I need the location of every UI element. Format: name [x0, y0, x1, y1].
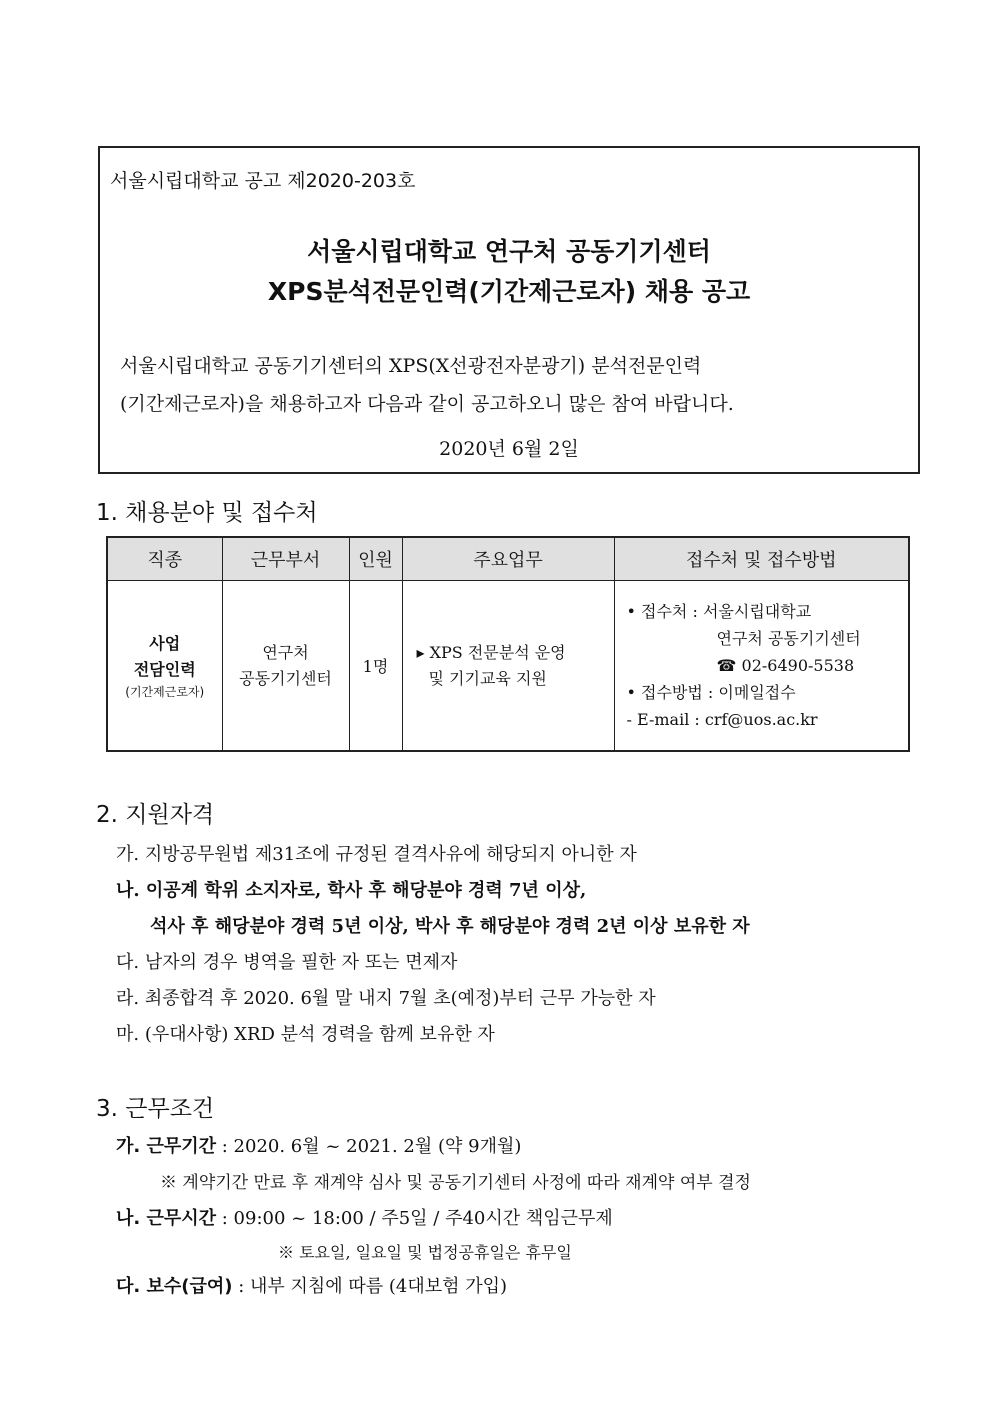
header-job: 직종 [107, 537, 222, 581]
header-dept: 근무부서 [222, 537, 349, 581]
table-header-row [107, 537, 909, 581]
work-hours [116, 1204, 613, 1230]
receipt-line1: • 접수처 : 서울시립대학교 [626, 602, 812, 621]
cell-duty [402, 581, 614, 752]
receipt-line2: 연구처 공동기기센터 [716, 629, 861, 648]
job-line1: 사업 [149, 633, 181, 653]
dept-line2: 공동기기센터 [239, 668, 332, 688]
intro-line1: 서울시립대학교 공동기기센터의 XPS(X선광전자분광기) 분석전문인력 [120, 355, 702, 377]
duty-line2: 및 기기교육 지원 [428, 668, 547, 688]
cell-dept [222, 581, 349, 752]
work-period-label: 가. 근무기간 [116, 1136, 217, 1157]
page-title-line1: 서울시립대학교 연구처 공동기기센터 [307, 237, 711, 266]
work-hours-label: 나. 근무시간 [116, 1208, 217, 1229]
work-period-note: ※ 계약기간 만료 후 재계약 심사 및 공동기기센터 사정에 따라 재계약 여부 결정 [160, 1173, 751, 1193]
recruitment-table [106, 536, 910, 752]
section3-heading: 3. 근무조건 [96, 1096, 215, 1122]
qualification-item-na: 나. 이공계 학위 소지자로, 학사 후 해당분야 경력 7년 이상, [116, 880, 587, 901]
section2-heading: 2. 지원자격 [96, 802, 215, 828]
qualification-item-na-cont: 석사 후 해당분야 경력 5년 이상, 박사 후 해당분야 경력 2년 이상 보유한 자 [150, 916, 750, 937]
qualification-item-da: 다. 남자의 경우 병역을 필한 자 또는 면제자 [116, 952, 458, 973]
page-title-line2: XPS분석전문인력(기간제근로자) 채용 공고 [267, 277, 751, 306]
pay-value: : 내부 지침에 따름 (4대보험 가입) [232, 1276, 508, 1297]
job-line2: 전담인력 [133, 659, 196, 679]
cell-receipt [614, 581, 909, 752]
work-hours-note: ※ 토요일, 일요일 및 법정공휴일은 휴무일 [278, 1243, 572, 1262]
cell-job [107, 581, 222, 752]
work-hours-value: : 09:00 ~ 18:00 / 주5일 / 주40시간 책임근무제 [216, 1208, 613, 1229]
receipt-phone: ☎ 02-6490-5538 [716, 656, 855, 675]
notice-box [98, 146, 920, 474]
pay-label: 다. 보수(급여) [116, 1276, 233, 1297]
job-line3: (기간제근로자) [125, 684, 205, 699]
qualification-item-ma: 마. (우대사항) XRD 분석 경력을 함께 보유한 자 [116, 1024, 495, 1045]
work-period [116, 1132, 521, 1158]
cell-count: 1명 [349, 581, 402, 752]
qualification-item-ra: 라. 최종합격 후 2020. 6월 말 내지 7월 초(예정)부터 근무 가능한 자 [116, 988, 656, 1009]
section1-heading: 1. 채용분야 및 접수처 [96, 500, 318, 526]
dept-line1: 연구처 [262, 642, 309, 662]
pay [116, 1272, 507, 1298]
receipt-line4: • 접수방법 : 이메일접수 [626, 683, 796, 702]
qualification-item-ga: 가. 지방공무원법 제31조에 규정된 결격사유에 해당되지 아니한 자 [116, 844, 637, 865]
intro-line2: (기간제근로자)을 채용하고자 다음과 같이 공고하오니 많은 참여 바랍니다. [120, 393, 734, 415]
notice-date: 2020년 6월 2일 [439, 438, 579, 460]
work-period-value: : 2020. 6월 ~ 2021. 2월 (약 9개월) [216, 1136, 522, 1157]
header-duty: 주요업무 [402, 537, 614, 581]
header-count: 인원 [349, 537, 402, 581]
table-row [107, 581, 909, 752]
header-receipt: 접수처 및 접수방법 [614, 537, 909, 581]
duty-line1: ▸ XPS 전문분석 운영 [416, 642, 566, 662]
receipt-email: - E-mail : crf@uos.ac.kr [626, 710, 818, 729]
notice-number: 서울시립대학교 공고 제2020-203호 [110, 170, 416, 192]
